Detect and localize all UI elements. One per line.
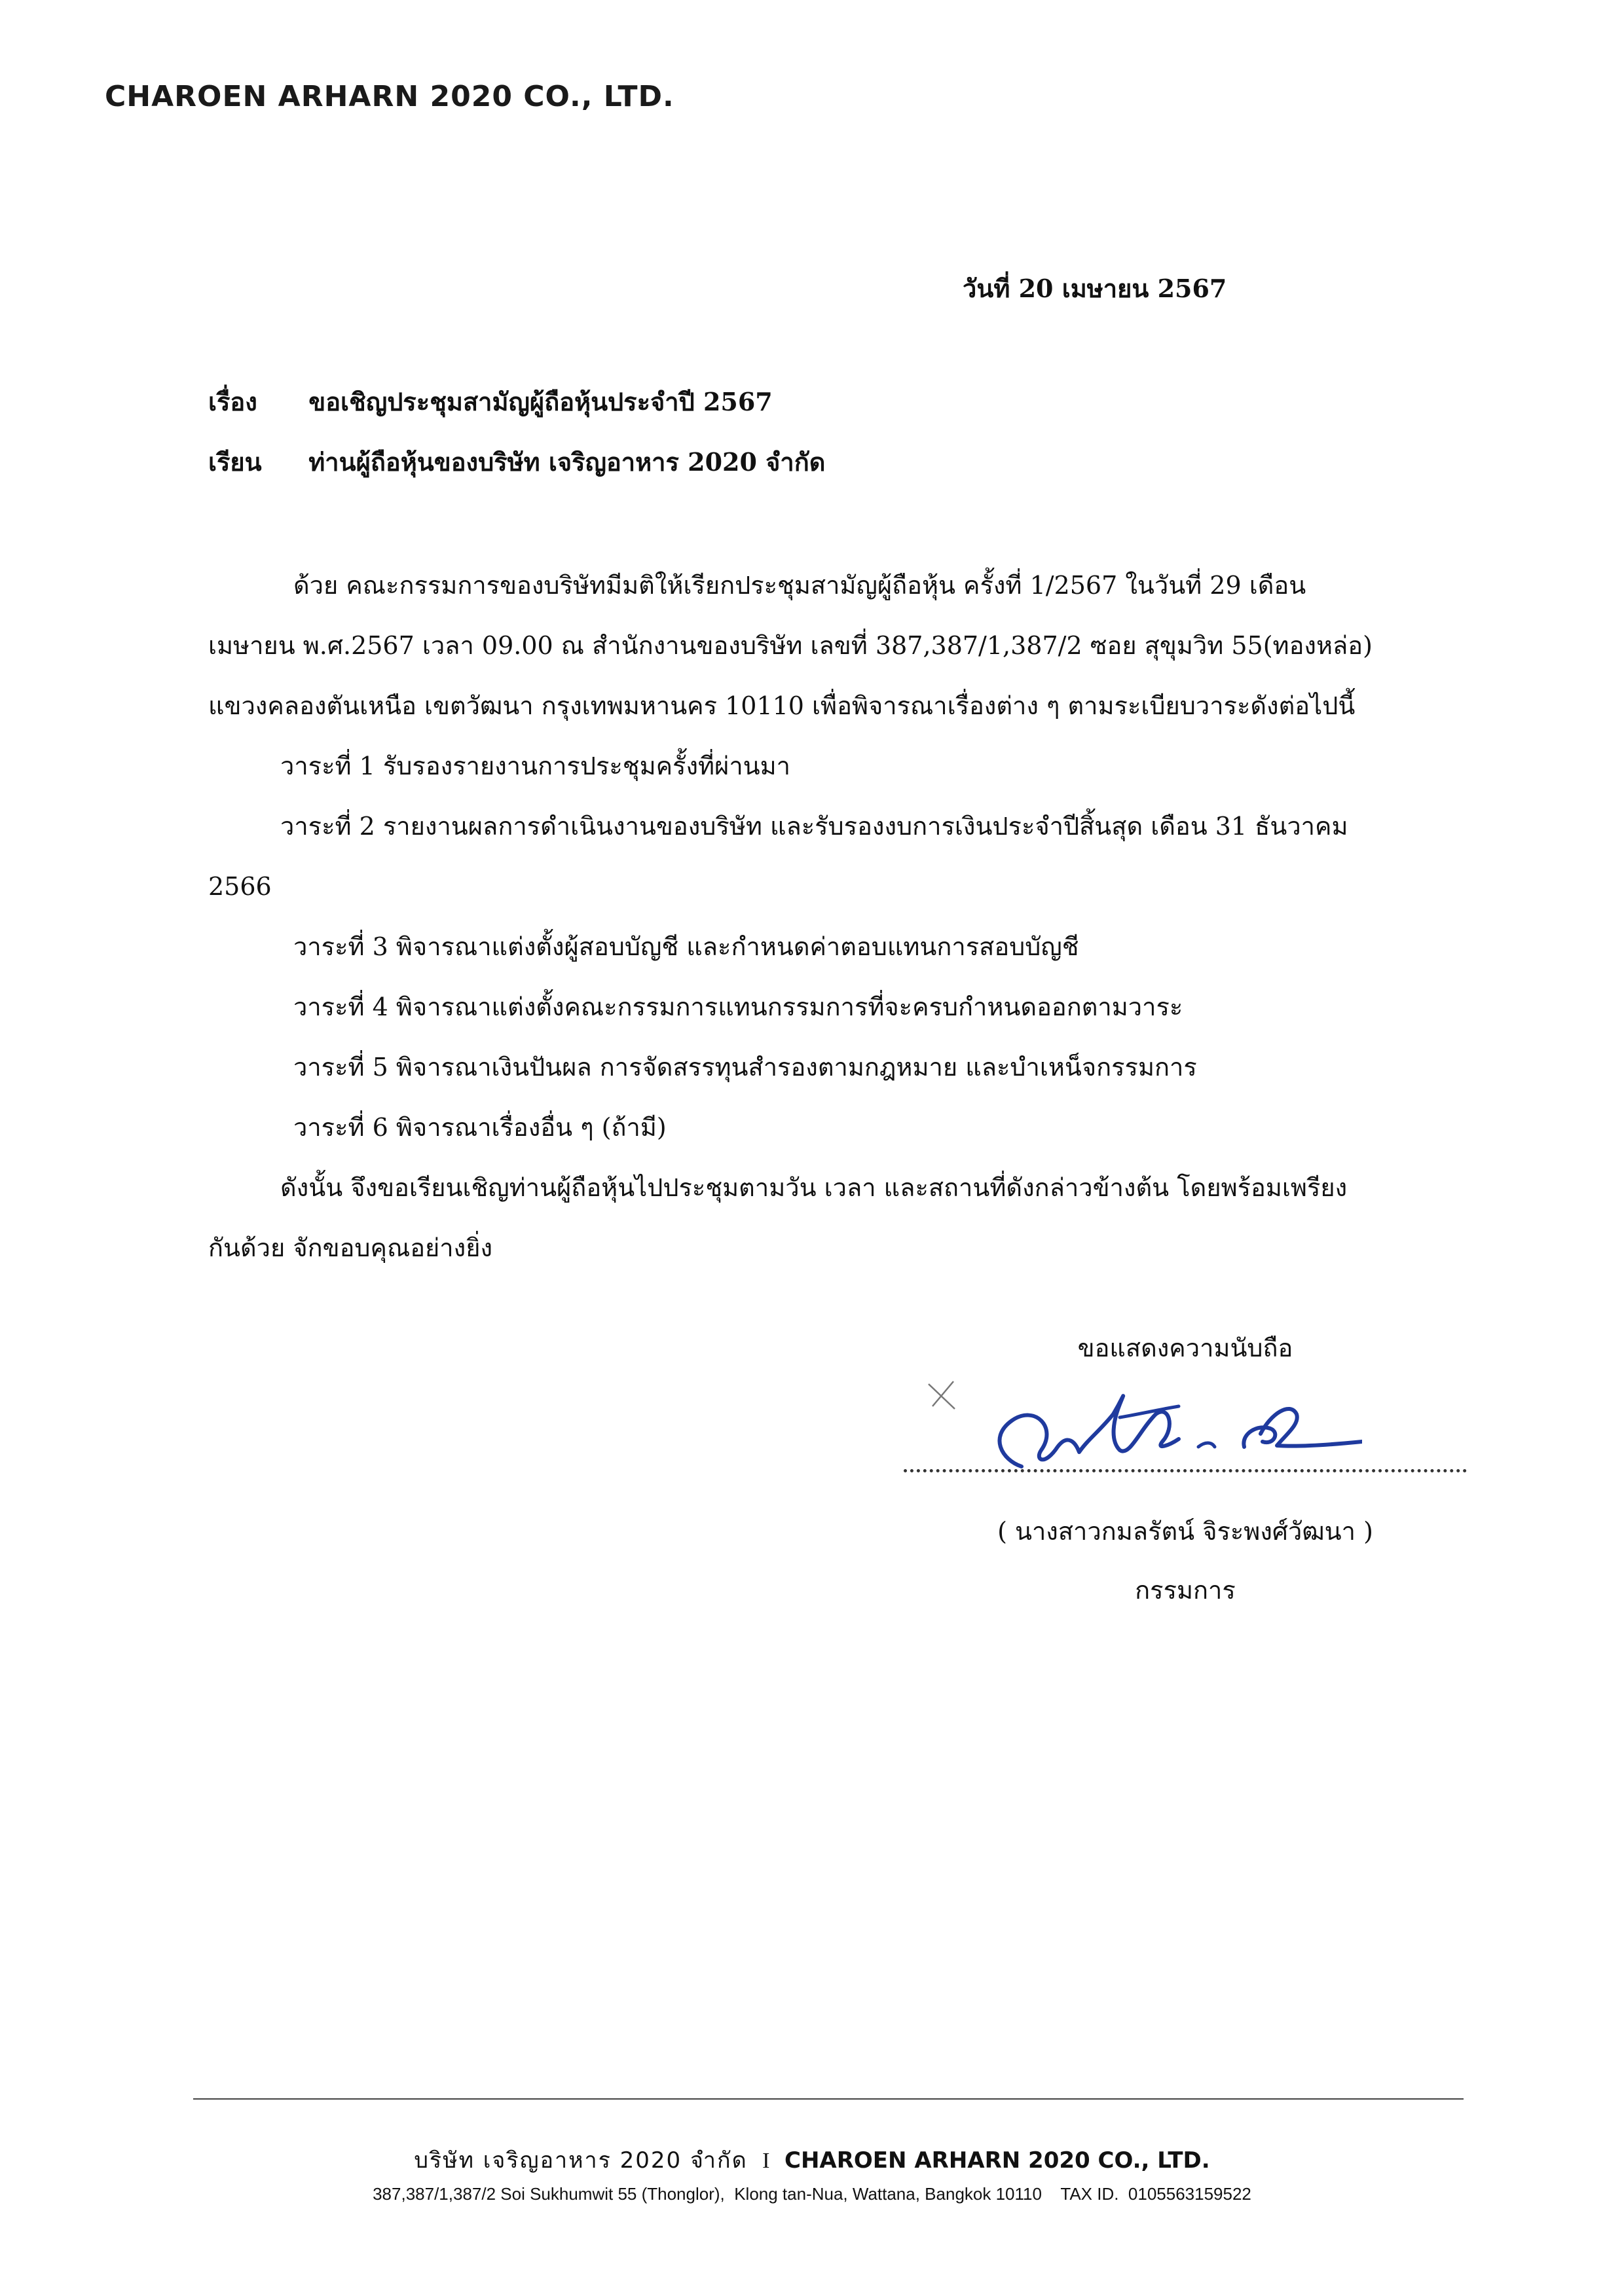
header-company-name: CHAROEN ARHARN 2020 CO., LTD. [105, 80, 674, 113]
footer-company-line [0, 2142, 1624, 2178]
agenda-item: วาระที่ 4 พิจารณาแต่งตั้งคณะกรรมการแทนกรรมการที่จะครบกำหนดออกตามวาระ [293, 993, 1183, 1021]
intro-line: เมษายน พ.ศ.2567 เวลา 09.00 ณ สำนักงานของบริษัท เลขที่ 387,387/1,387/2 ซอย สุขุมวิท 55(ทองหล่อ) [208, 631, 1373, 660]
footer-company-th: บริษัท เจริญอาหาร 2020 จำกัด [414, 2147, 748, 2174]
footer-separator: I [762, 2149, 770, 2173]
recipient-label: เรียน [208, 447, 262, 477]
subject-text: ขอเชิญประชุมสามัญผู้ถือหุ้นประจำปี 2567 [308, 387, 773, 416]
footer-address: 387,387/1,387/2 Soi Sukhumwit 55 (Thonglor), Klong tan-Nua, Wattana, Bangkok 10110 TAX ID. 0105563159522 [373, 2184, 1251, 2204]
intro-line: แขวงคลองตันเหนือ เขตวัฒนา กรุงเทพมหานคร 10110 เพื่อพิจารณาเรื่องต่าง ๆ ตามระเบียบวาระดังต่อไปนี้ [208, 691, 1356, 720]
intro-line: ด้วย คณะกรรมการของบริษัทมีมติให้เรียกประชุมสามัญผู้ถือหุ้น ครั้งที่ 1/2567 ในวันที่ 29 เดือน [293, 571, 1306, 600]
agenda-item-continuation: 2566 [208, 872, 272, 901]
letter-body [208, 555, 1452, 1278]
subject-row [208, 382, 773, 422]
closing-line: กันด้วย จักขอบคุณอย่างยิ่ง [208, 1233, 493, 1262]
agenda-item: วาระที่ 5 พิจารณาเงินปันผล การจัดสรรทุนสำรองตามกฎหมาย และบำเหน็จกรรมการ [293, 1053, 1197, 1082]
subject-label: เรื่อง [208, 387, 257, 416]
signature-image [904, 1368, 1362, 1486]
recipient-row [208, 442, 825, 482]
recipient-text: ท่านผู้ถือหุ้นของบริษัท เจริญอาหาร 2020 จำกัด [308, 447, 826, 477]
agenda-item: วาระที่ 3 พิจารณาแต่งตั้งผู้สอบบัญชี และกำหนดค่าตอบแทนการสอบบัญชี [293, 932, 1079, 961]
agenda-item: วาระที่ 2 รายงานผลการดำเนินงานของบริษัท และรับรองงบการเงินประจำปีสิ้นสุด เดือน 31 ธันวาคม [280, 812, 1348, 841]
regards-text: ขอแสดงความนับถือ [1077, 1334, 1293, 1362]
footer-divider [193, 2098, 1464, 2100]
agenda-item: วาระที่ 6 พิจารณาเรื่องอื่น ๆ (ถ้ามี) [293, 1113, 667, 1142]
closing-line: ดังนั้น จึงขอเรียนเชิญท่านผู้ถือหุ้นไปประชุมตามวัน เวลา และสถานที่ดังกล่าวข้างต้น โดยพร้อมเพรียง [280, 1173, 1348, 1202]
signer-name: ( นางสาวกมลรัตน์ จิระพงศ์วัฒนา ) [997, 1517, 1373, 1546]
signature-line [904, 1469, 1467, 1472]
letter-date: วันที่ 20 เมษายน 2567 [963, 274, 1227, 303]
agenda-item: วาระที่ 1 รับรองรายงานการประชุมครั้งที่ผ่านมา [280, 752, 791, 780]
signer-title: กรรมการ [1135, 1576, 1236, 1605]
footer-company-en: CHAROEN ARHARN 2020 CO., LTD. [784, 2147, 1210, 2174]
